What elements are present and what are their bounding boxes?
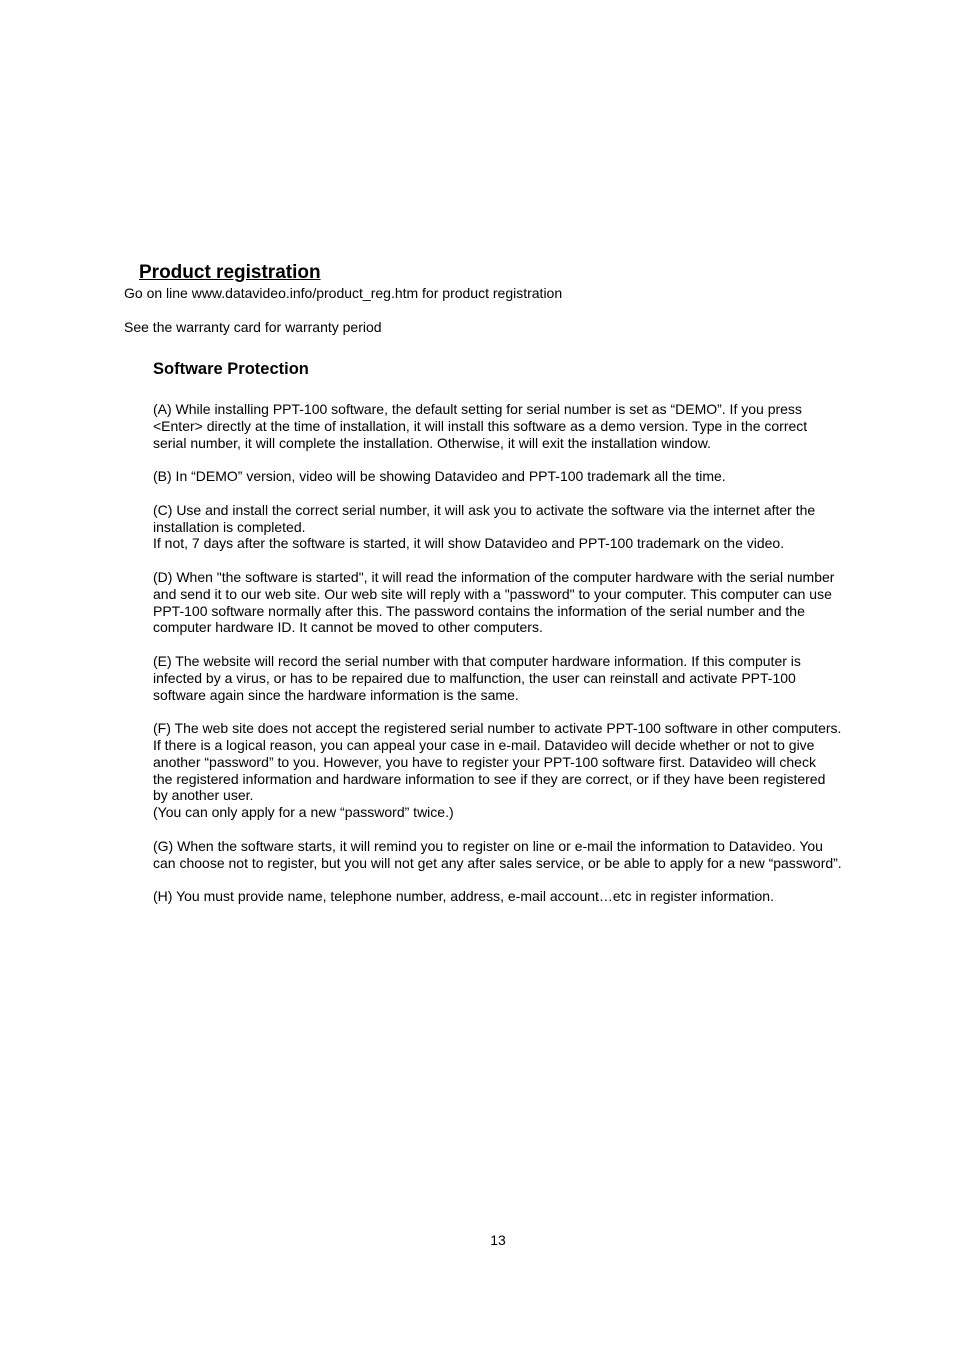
paragraph-line: (A) While installing PPT-100 software, the default setting for serial number is set as “DEMO”. If you press bbox=[153, 401, 802, 417]
paragraph-line: If not, 7 days after the software is started, it will show Datavideo and PPT-100 trademark on the video. bbox=[153, 535, 785, 552]
paragraph-c bbox=[153, 502, 883, 552]
paragraph-line: installation is completed. bbox=[153, 518, 306, 535]
paragraph-d bbox=[153, 569, 883, 636]
paragraph-line: by another user. bbox=[153, 787, 254, 804]
paragraph-line: (D) When "the software is started", it will read the information of the computer hardware with the serial number bbox=[153, 568, 835, 585]
paragraph-line: another “password” to you. However, you have to register your PPT-100 software first. Datavideo will check bbox=[153, 753, 816, 770]
paragraph-line: infected by a virus, or has to be repaired due to malfunction, the user can reinstall and activate PPT-100 bbox=[153, 669, 796, 686]
paragraph-line: and send it to our web site. Our web site will reply with a "password" to your computer. This computer can use bbox=[153, 585, 832, 602]
page-title: Product registration bbox=[139, 262, 321, 283]
paragraph-line: <Enter> directly at the time of installation, it will install this software as a demo version. Type in the correct bbox=[153, 417, 808, 434]
paragraph-line: (You can only apply for a new “password” twice.) bbox=[153, 804, 454, 821]
paragraph-line: (B) In “DEMO” version, video will be showing Datavideo and PPT-100 trademark all the time. bbox=[153, 468, 726, 485]
paragraph-line: computer hardware ID. It cannot be moved to other computers. bbox=[153, 619, 543, 636]
warranty-note: See the warranty card for warranty period bbox=[124, 319, 382, 335]
paragraph-h bbox=[153, 888, 883, 905]
paragraph-line: If there is a logical reason, you can appeal your case in e-mail. Datavideo will decide whether or not to give bbox=[153, 736, 815, 753]
paragraph-line: the registered information and hardware information to see if they are correct, or if they have been registered bbox=[153, 770, 826, 787]
paragraph-line: serial number, it will complete the installation. Otherwise, it will exit the installation window. bbox=[153, 434, 711, 451]
paragraph-line: (G) When the software starts, it will remind you to register on line or e-mail the information to Datavideo. You bbox=[153, 837, 823, 854]
paragraph-a bbox=[153, 401, 883, 451]
registration-instruction: Go on line www.datavideo.info/product_reg.htm for product registration bbox=[124, 285, 563, 301]
section-heading-software-protection: Software Protection bbox=[153, 360, 309, 378]
software-protection-body bbox=[153, 401, 883, 922]
paragraph-line: (F) The web site does not accept the registered serial number to activate PPT-100 software in other computers. bbox=[153, 720, 842, 737]
paragraph-b bbox=[153, 468, 883, 485]
paragraph-line: PPT-100 software normally after this. The password contains the information of the serial number and the bbox=[153, 602, 805, 619]
paragraph-line: (C) Use and install the correct serial number, it will ask you to activate the software via the internet after the bbox=[153, 501, 816, 518]
paragraph-line: can choose not to register, but you will not get any after sales service, or be able to apply for a new “password”. bbox=[153, 854, 842, 871]
paragraph-line: (H) You must provide name, telephone number, address, e-mail account…etc in register information. bbox=[153, 888, 774, 905]
paragraph-e bbox=[153, 653, 883, 703]
paragraph-f bbox=[153, 720, 883, 821]
paragraph-g bbox=[153, 838, 883, 872]
paragraph-line: software again since the hardware information is the same. bbox=[153, 686, 519, 703]
paragraph-line: (E) The website will record the serial number with that computer hardware information. If this computer is bbox=[153, 652, 801, 669]
page-number: 13 bbox=[490, 1232, 506, 1248]
